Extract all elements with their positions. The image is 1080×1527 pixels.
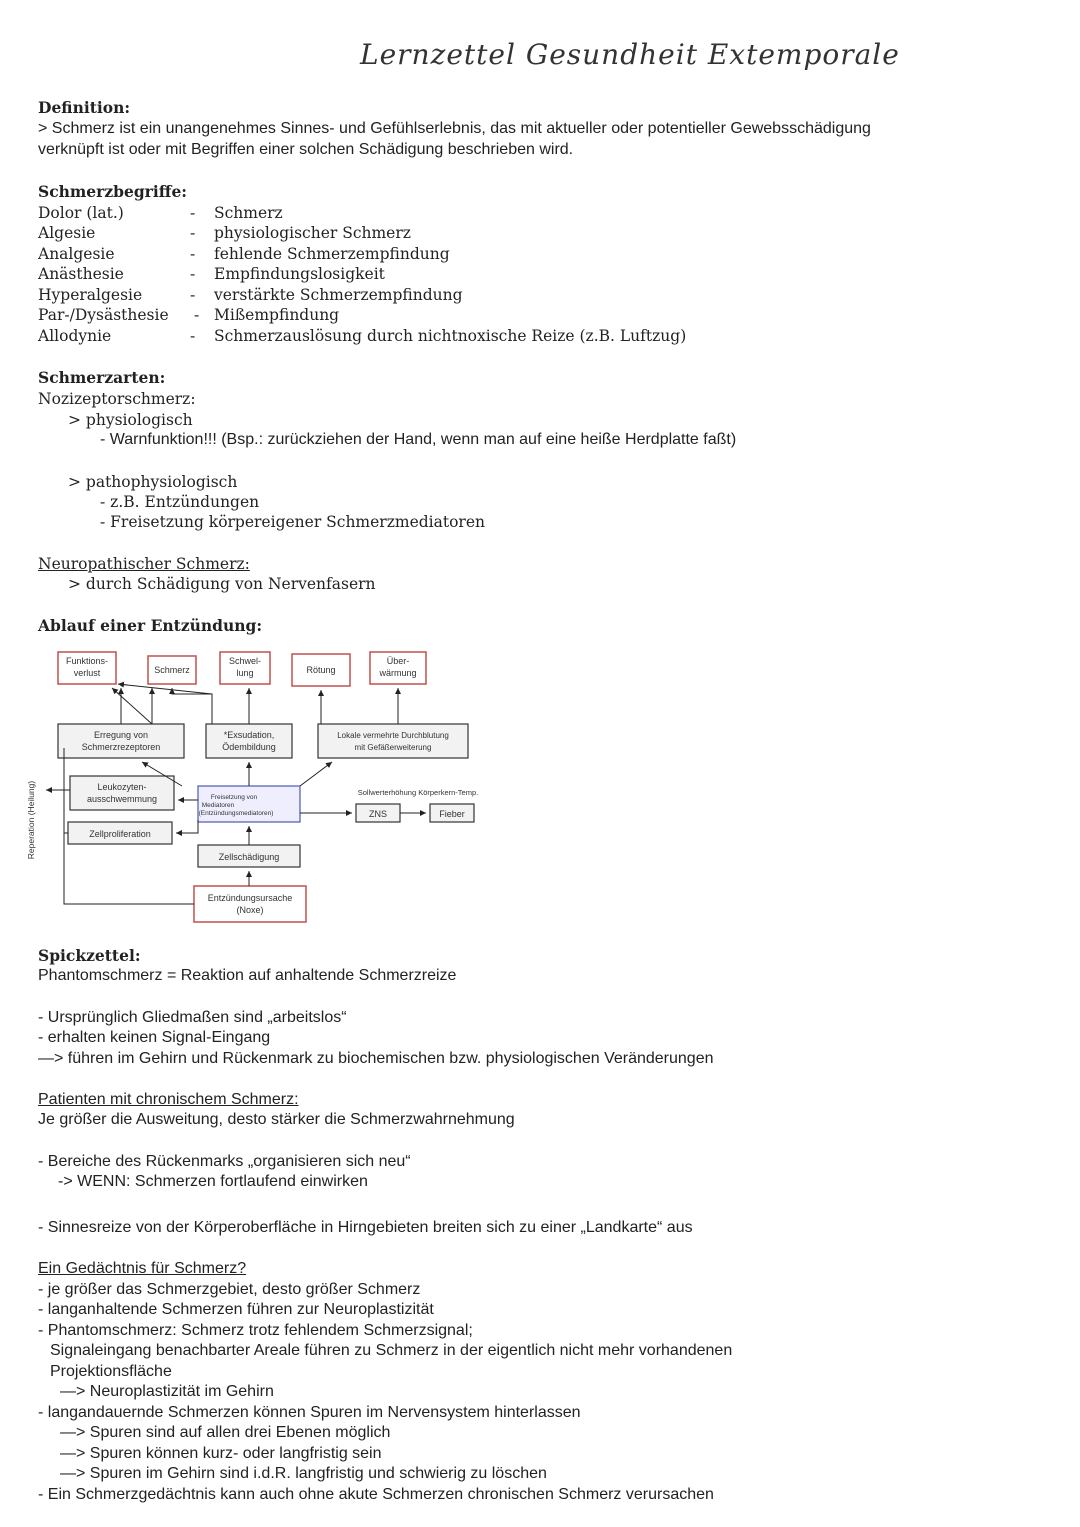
phantom-line: Phantomschmerz = Reaktion auf anhaltende Schmerzreize <box>38 967 457 984</box>
box-fieber: Fieber <box>439 809 465 819</box>
box-funktionsverlust-1: Funktions- <box>65 656 109 666</box>
box-mediatoren-1: Freisetzung von <box>210 794 258 801</box>
term-dash: - <box>190 224 196 242</box>
memory-line-8: —> Spuren sind auf allen drei Ebenen möglich <box>60 1424 391 1441</box>
term-meaning: fehlende Schmerzempfindung <box>214 245 450 263</box>
memory-line-7: - langandauernde Schmerzen können Spuren im Nervensystem hinterlassen <box>38 1404 581 1421</box>
phantom-point-3: —> führen im Gehirn und Rückenmark zu biochemischen bzw. physiologischen Veränderungen <box>38 1050 714 1067</box>
term-meaning: Empfindungslosigkeit <box>214 265 385 283</box>
term-meaning: Mißempfindung <box>214 306 340 324</box>
inflammation-heading: Ablauf einer Entzündung: <box>38 616 263 635</box>
term-meaning: verstärkte Schmerzempfindung <box>214 286 463 304</box>
term-dash: - <box>190 327 196 345</box>
box-ueberwaermung-1: Über- <box>386 656 410 666</box>
memory-line-1: - je größer das Schmerzgebiet, desto größer Schmerz <box>38 1281 421 1298</box>
box-zellschaedigung: Zellschädigung <box>218 852 280 862</box>
side-label-reparation: Reperation (Heilung) <box>26 780 36 860</box>
term: Hyperalgesie <box>38 286 143 304</box>
term-meaning: Schmerz <box>214 204 283 222</box>
definition-line-2: verknüpft ist oder mit Begriffen einer solchen Schädigung beschrieben wird. <box>38 141 574 158</box>
term: Analgesie <box>38 245 115 263</box>
box-exsudation-1: *Exsudation, <box>223 730 275 740</box>
terms-heading: Schmerzbegriffe: <box>38 182 188 201</box>
box-mediatoren-2: Mediatoren <box>201 802 235 809</box>
box-schmerz: Schmerz <box>154 665 190 675</box>
patho-item-1: - z.B. Entzündungen <box>100 493 260 511</box>
sollwert-label: Sollwerterhöhung Körperkern-Temp. <box>357 788 479 797</box>
memory-line-3: - Phantomschmerz: Schmerz trotz fehlendem Schmerzsignal; <box>38 1322 473 1339</box>
box-funktionsverlust-2: verlust <box>73 668 101 678</box>
memory-line-9: —> Spuren können kurz- oder langfristig sein <box>60 1445 382 1462</box>
nozi-label: Nozizeptorschmerz: <box>38 390 196 408</box>
term-dash: - <box>190 245 196 263</box>
term: Algesie <box>38 224 96 242</box>
term-dash: - <box>190 286 196 304</box>
term: Allodynie <box>38 327 112 345</box>
memory-line-10: —> Spuren im Gehirn sind i.d.R. langfristig und schwierig zu löschen <box>60 1465 547 1482</box>
chronic-line-1: Je größer die Ausweitung, desto stärker die Schmerzwahrnehmung <box>38 1111 515 1128</box>
memory-line-5: Projektionsfläche <box>50 1363 172 1380</box>
box-zellproliferation: Zellproliferation <box>89 829 151 839</box>
page-title: Lernzettel Gesundheit Extemporale <box>360 38 900 71</box>
chronic-line-2: - Bereiche des Rückenmarks „organisieren sich neu“ <box>38 1153 411 1170</box>
box-exsudation-2: Ödembildung <box>222 742 276 752</box>
box-roetung: Rötung <box>306 665 336 675</box>
types-heading: Schmerzarten: <box>38 368 166 387</box>
box-leukozyten-2: ausschwemmung <box>86 794 158 804</box>
term-dash: - <box>190 265 196 283</box>
box-schwellung-2: lung <box>236 668 254 678</box>
definition-heading: Definition: <box>38 98 131 117</box>
box-ursache-1: Entzündungsursache <box>207 893 293 903</box>
box-durchblutung-1: Lokale vermehrte Durchblutung <box>337 731 449 740</box>
inflammation-diagram <box>22 640 502 930</box>
box-zns: ZNS <box>369 809 387 819</box>
box-erregung-2: Schmerzrezeptoren <box>81 742 161 752</box>
term: Anästhesie <box>38 265 124 283</box>
memory-line-11: - Ein Schmerzgedächtnis kann auch ohne akute Schmerzen chronischen Schmerz verursachen <box>38 1486 714 1503</box>
box-leukozyten-1: Leukozyten- <box>97 782 147 792</box>
term-dash: - <box>194 306 200 324</box>
memory-line-6: —> Neuroplastizität im Gehirn <box>60 1383 274 1400</box>
box-ueberwaermung-2: wärmung <box>379 668 417 678</box>
physio-detail: - Warnfunktion!!! (Bsp.: zurückziehen der Hand, wenn man auf eine heiße Herdplatte faßt) <box>100 431 737 448</box>
term: Par-/Dysästhesie <box>38 306 169 324</box>
term-meaning: Schmerzauslösung durch nichtnoxische Reize (z.B. Luftzug) <box>214 327 687 345</box>
spick-heading: Spickzettel: <box>38 946 141 965</box>
patho-item-2: - Freisetzung körpereigener Schmerzmediatoren <box>100 513 485 531</box>
memory-line-2: - langanhaltende Schmerzen führen zur Neuroplastizität <box>38 1301 434 1318</box>
term-dash: - <box>190 204 196 222</box>
chronic-heading: Patienten mit chronischem Schmerz: <box>38 1091 299 1108</box>
term-meaning: physiologischer Schmerz <box>214 224 411 242</box>
box-mediatoren-3: (Entzündungsmediatoren) <box>198 810 274 817</box>
memory-line-4: Signaleingang benachbarter Areale führen zu Schmerz in der eigentlich nicht mehr vorhandenen <box>50 1342 733 1359</box>
box-schwellung-1: Schwel- <box>228 656 262 666</box>
neuro-detail: > durch Schädigung von Nervenfasern <box>68 575 376 593</box>
definition-line-1: > Schmerz ist ein unangenehmes Sinnes- und Gefühlserlebnis, das mit aktueller oder potentieller Gewebsschädigung <box>38 120 871 137</box>
neuro-label: Neuropathischer Schmerz: <box>38 555 250 573</box>
patho-label: > pathophysiologisch <box>68 473 238 491</box>
phantom-point-2: - erhalten keinen Signal-Eingang <box>38 1029 271 1046</box>
box-erregung-1: Erregung von <box>93 730 149 740</box>
physio-label: > physiologisch <box>68 411 193 429</box>
box-durchblutung-2: mit Gefäßerweiterung <box>354 743 432 752</box>
term: Dolor (lat.) <box>38 204 124 222</box>
chronic-line-4: - Sinnesreize von der Körperoberfläche in Hirngebieten breiten sich zu einer „Landkarte“ aus <box>38 1219 693 1236</box>
memory-heading: Ein Gedächtnis für Schmerz? <box>38 1260 247 1277</box>
phantom-point-1: - Ursprünglich Gliedmaßen sind „arbeitslos“ <box>38 1009 347 1026</box>
chronic-line-3: -> WENN: Schmerzen fortlaufend einwirken <box>58 1173 368 1190</box>
box-ursache-2: (Noxe) <box>236 905 264 915</box>
